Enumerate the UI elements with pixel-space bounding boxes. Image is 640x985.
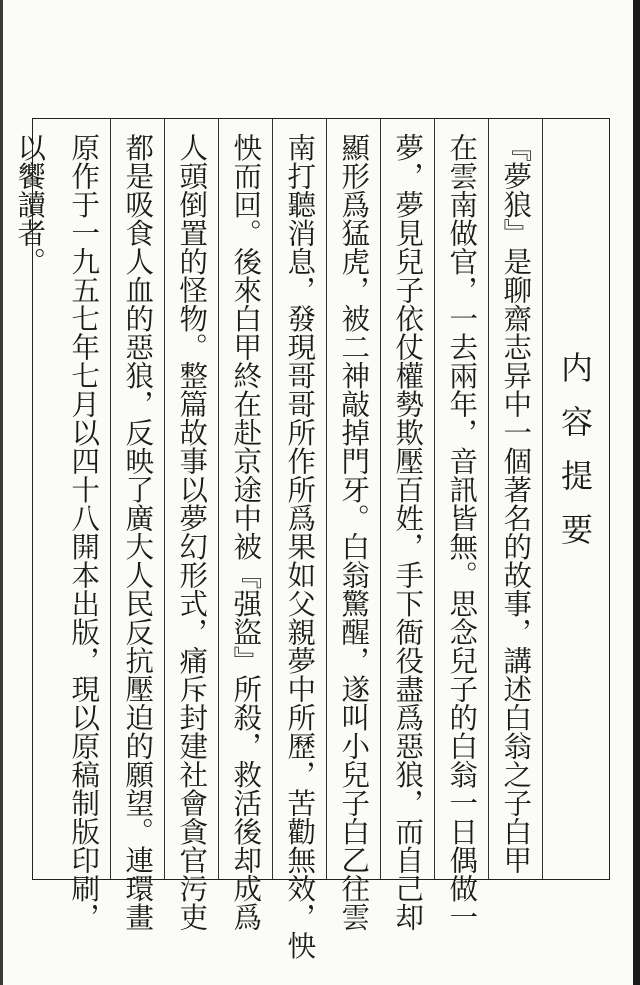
column-text: 『夢狼』是聊齋志异中一個著名的故事，講述白翁之子白甲 (499, 133, 533, 874)
text-column-6 (218, 119, 272, 931)
text-column-8 (110, 119, 164, 931)
text-column-7 (164, 119, 218, 931)
text-column-10 (2, 119, 56, 879)
text-column-2 (434, 119, 488, 931)
page-title: 内容提要 (556, 351, 594, 567)
text-column-5 (272, 119, 326, 960)
column-text: 以饗讀者。 (13, 133, 47, 276)
text-column-9 (56, 119, 110, 931)
column-text: 南打聽消息，發現哥哥所作所爲果如父親夢中所歷，苦勸無效，怏 (283, 133, 317, 960)
column-text: 原作于一九五七年七月以四十八開本出版，現以原稿制版印刷， (67, 133, 101, 931)
text-frame (13, 118, 610, 960)
column-text: 人頭倒置的怪物。整篇故事以夢幻形式，痛斥封建社會貪官污吏 (175, 133, 209, 931)
page-right-edge (633, 0, 640, 985)
column-text: 在雲南做官，一去兩年，音訊皆無。思念兒子的白翁一日偶做一 (445, 133, 479, 931)
text-column-1 (488, 119, 542, 879)
column-divider (542, 119, 543, 879)
column-text: 顯形爲猛虎，被二神敲掉門牙。白翁驚醒，遂叫小兒子白乙往雲 (337, 133, 371, 931)
column-text: 怏而回。後來白甲終在赴京途中被『强盜』所殺，救活後却成爲 (229, 133, 263, 931)
text-column-3 (380, 119, 434, 931)
column-text: 夢，夢見兒子依仗權勢欺壓百姓，手下衙役盡爲惡狼，而自己却 (391, 133, 425, 931)
column-text: 都是吸食人血的惡狼，反映了廣大人民反抗壓迫的願望。連環畫 (121, 133, 155, 931)
title-column (543, 119, 607, 879)
text-column-4 (326, 119, 380, 931)
